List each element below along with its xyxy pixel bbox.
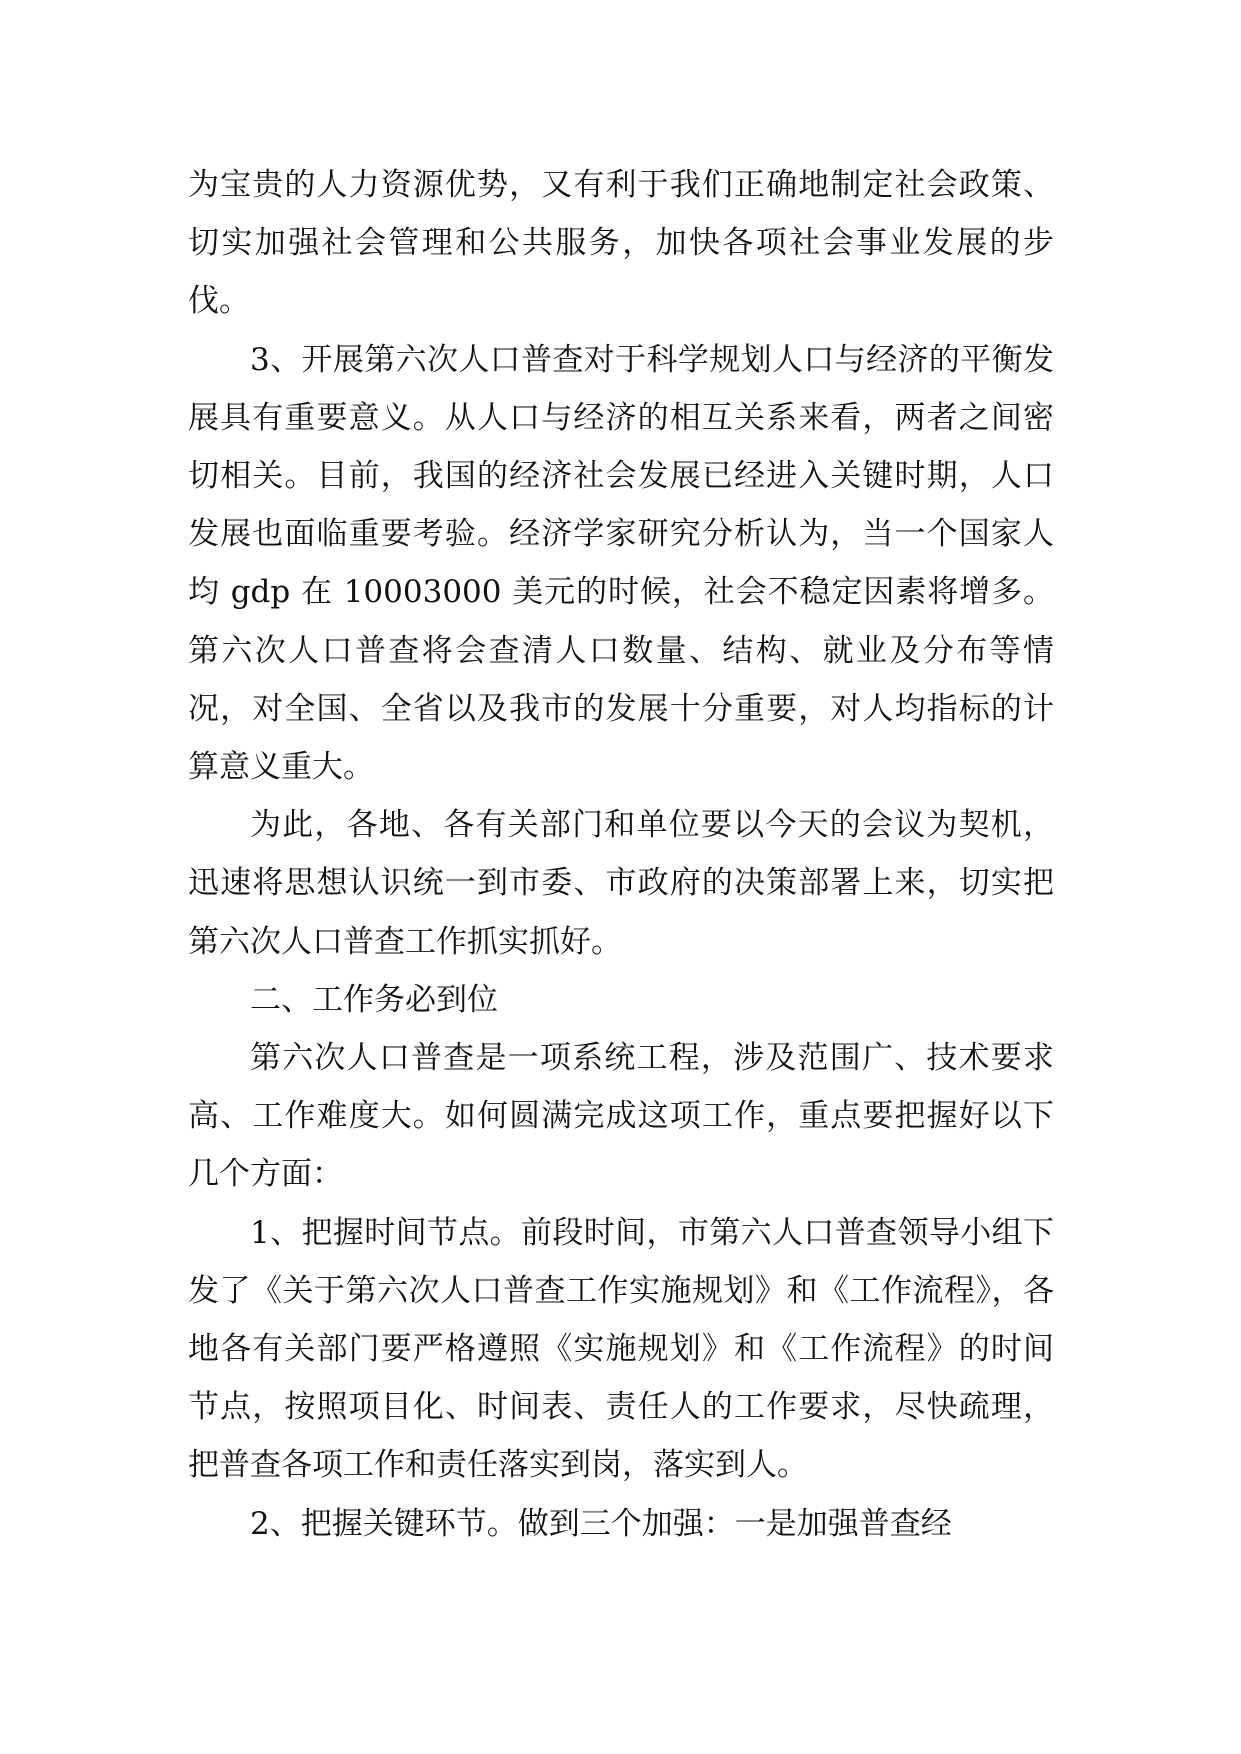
paragraph-point-1-time-nodes: 1、把握时间节点。前段时间，市第六人口普查领导小组下发了《关于第六次人口普查工作实施规划》和《工作流程》，各地各有关部门要严格遵照《实施规划》和《工作流程》的时间节点，按照项目化、时间表、责任人的工作要求，尽快疏理，把普查各项工作和责任落实到岗，落实到人。 <box>188 1214 1054 1484</box>
section-heading-work-in-place: 二、工作务必到位 <box>250 981 498 1018</box>
paragraph-point-2-key-links: 2、把握关键环节。做到三个加强：一是加强普查经 <box>250 1505 952 1542</box>
paragraph-system-engineering: 第六次人口普查是一项系统工程，涉及范围广、技术要求高、工作难度大。如何圆满完成这项工作，重点要把握好以下几个方面： <box>188 1040 1054 1193</box>
paragraph-point-3-planning: 3、开展第六次人口普查对于科学规划人口与经济的平衡发展具有重要意义。从人口与经济的相互关系来看，两者之间密切相关。目前，我国的经济社会发展已经进入关键时期，人口发展也面临重要考验。经济学家研究分析认为，当一个国家人均 gdp 在 10003000 美元的时候，社会不稳定因素将增多。第六次人口普查将会查清人口数量、结构、就业及分布等情况，对全国、全省以及我市的发展十分重要，对人均指标的计算意义重大。 <box>188 341 1054 786</box>
document-body <box>188 156 1054 1553</box>
paragraph-continued-resources: 为宝贵的人力资源优势，又有利于我们正确地制定社会政策、切实加强社会管理和公共服务，加快各项社会事业发展的步伐。 <box>188 167 1054 320</box>
paragraph-call-to-action: 为此，各地、各有关部门和单位要以今天的会议为契机，迅速将思想认识统一到市委、市政府的决策部署上来，切实把第六次人口普查工作抓实抓好。 <box>188 807 1054 960</box>
